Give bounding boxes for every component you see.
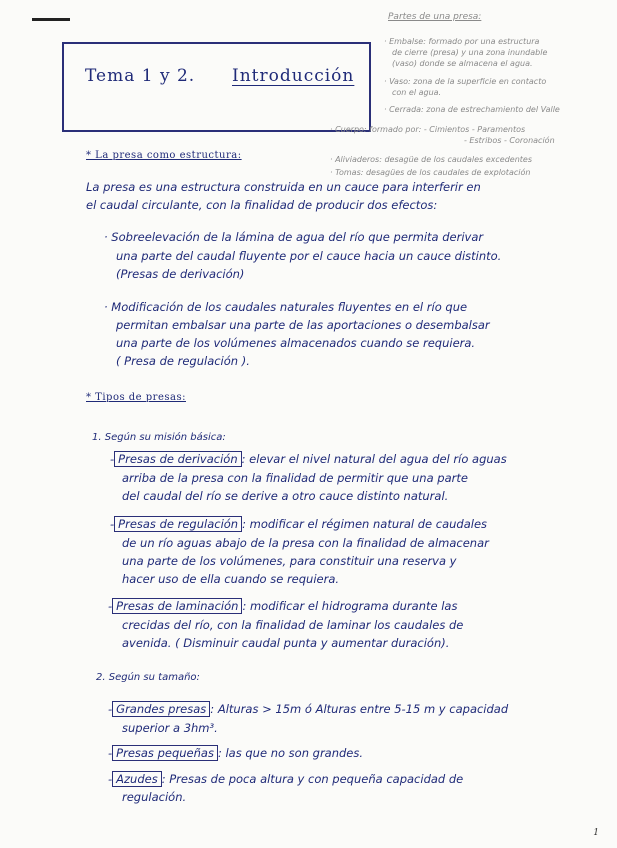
type-item-line: hacer uso de ella cuando se requiera. (122, 572, 340, 586)
type-item: - Presas pequeñas : las que no son grandes. (108, 746, 364, 760)
bullet-line: una parte de los volúmenes almacenados cuando se requiera. (116, 336, 476, 350)
type-item-line: avenida. ( Disminuir caudal punta y aumentar duración). (122, 636, 450, 650)
type-item-line: una parte de los volúmenes, para constituir una reserva y (122, 554, 457, 568)
type-item-line: del caudal del río se derive a otro cauce distinto natural. (122, 489, 449, 503)
subsection-heading: 2. Según su tamaño: (96, 672, 200, 683)
type-item-line: superior a 3hm³. (122, 721, 218, 735)
type-item-line: de un río aguas abajo de la presa con la finalidad de almacenar (122, 536, 489, 550)
section-heading: * La presa como estructura: (86, 150, 242, 161)
bullet-line: (Presas de derivación) (116, 267, 245, 281)
subsection-heading: 1. Según su misión básica: (92, 432, 226, 443)
type-item: - Presas de derivación : elevar el nivel natural del agua del río aguas (110, 452, 507, 466)
type-item: - Azudes : Presas de poca altura y con pequeña capacidad de (108, 772, 464, 786)
bullet-line: una parte del caudal fluyente por el cauce hacia un cauce distinto. (116, 249, 502, 263)
type-item: - Grandes presas : Alturas > 15m ó Alturas entre 5-15 m y capacidad (108, 702, 509, 716)
section-heading: * Tipos de presas: (86, 392, 186, 403)
type-item: - Presas de regulación : modificar el régimen natural de caudales (110, 517, 488, 531)
type-item: - Presas de laminación : modificar el hidrograma durante las (108, 599, 458, 613)
sidebar-line: - Estribos - Coronación (464, 136, 555, 145)
sidebar-line: · Aliviaderos: desagüe de los caudales excedentes (330, 155, 532, 164)
sidebar-line: · Cerrada: zona de estrechamiento del Valle (384, 105, 560, 114)
sidebar-line: · Vaso: zona de la superficie en contacto (384, 77, 547, 86)
type-label-box: Azudes (112, 771, 162, 787)
type-item-line: regulación. (122, 790, 187, 804)
type-label-box: Presas pequeñas (112, 745, 218, 761)
bullet-line: permitan embalsar una parte de las aportaciones o desembalsar (116, 318, 490, 332)
sidebar-line: · Cuerpo: formado por: - Cimientos - Paramentos (330, 125, 526, 134)
sidebar-line: · Tomas: desagües de los caudales de explotación (330, 168, 531, 177)
title-heading: Introducción (232, 66, 355, 86)
type-label-box: Grandes presas (112, 701, 210, 717)
title-box (62, 42, 371, 132)
type-label-box: Presas de derivación (114, 451, 241, 467)
sidebar-line: · Embalse: formado por una estructura (384, 37, 540, 46)
bullet-line: · Sobreelevación de la lámina de agua del río que permita derivar (104, 230, 484, 244)
bullet-line: · Modificación de los caudales naturales fluyentes en el río que (104, 300, 468, 314)
paragraph-line: La presa es una estructura construida en un cauce para interferir en (86, 180, 481, 194)
paragraph-line: el caudal circulante, con la finalidad de producir dos efectos: (86, 198, 438, 212)
sidebar-heading: Partes de una presa: (388, 12, 482, 22)
title-topic: Tema 1 y 2. (85, 66, 196, 86)
top-mark (32, 18, 70, 21)
type-label-box: Presas de regulación (114, 516, 242, 532)
sidebar-line: de cierre (presa) y una zona inundable (392, 48, 548, 57)
sidebar-line: con el agua. (392, 88, 442, 97)
page-number: 1 (593, 828, 599, 838)
type-item-line: crecidas del río, con la finalidad de laminar los caudales de (122, 618, 464, 632)
type-item-line: arriba de la presa con la finalidad de permitir que una parte (122, 471, 468, 485)
type-label-box: Presas de laminación (112, 598, 242, 614)
bullet-line: ( Presa de regulación ). (116, 354, 250, 368)
sidebar-line: (vaso) donde se almacena el agua. (392, 59, 533, 68)
